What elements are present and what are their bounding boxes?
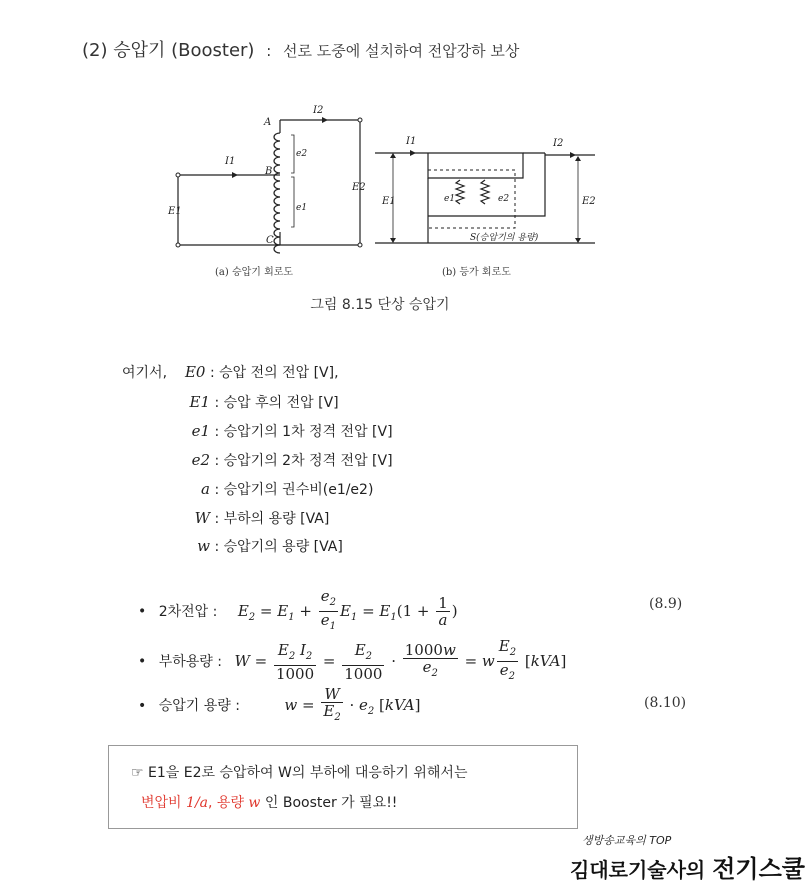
logo-name: 김대로기술사의 <box>570 858 706 882</box>
label-e1-a: e1 <box>296 203 308 213</box>
def-text: : 승압 후의 전압 [V] <box>214 395 339 411</box>
def-symbol: E0 <box>184 363 206 381</box>
label-C: C <box>266 235 274 246</box>
label-e2-a: e2 <box>296 149 308 159</box>
label-I2-a: I2 <box>313 105 324 116</box>
note-capacity-label: , 용량 <box>208 795 244 811</box>
note-capacity-symbol: w <box>248 795 261 811</box>
label-I1-b: I1 <box>406 136 417 147</box>
equation-number: (8.10) <box>644 695 687 711</box>
note-suffix: 인 Booster 가 필요!! <box>264 795 398 811</box>
heading-title: 승압기 (Booster) <box>113 40 255 61</box>
definition-row <box>122 362 339 382</box>
logo-tagline: 생방송교육의 TOP <box>582 834 672 847</box>
label-e1-b: e1 <box>444 194 456 204</box>
definition-row <box>170 421 393 441</box>
label-e2-b: e2 <box>498 194 510 204</box>
bullet-icon: • <box>138 603 147 620</box>
definition-row <box>170 479 373 499</box>
label-S: S(승압기의 용량) <box>470 233 539 243</box>
heading-description: 선로 도중에 설치하여 전압강하 보상 <box>282 42 520 60</box>
label-B: B <box>265 166 273 177</box>
circuit-a-terminals <box>176 118 362 247</box>
logo-brand: 전기스쿨 <box>712 855 805 883</box>
note-line-1: ☞ E1을 E2로 승압하여 W의 부하에 대응하기 위해서는 <box>131 765 468 781</box>
label-E2-a: E2 <box>352 182 366 193</box>
page-heading <box>82 36 519 62</box>
note-line-2 <box>141 792 397 812</box>
def-symbol: w <box>197 537 210 555</box>
note-box <box>108 745 578 829</box>
heading-colon: : <box>266 42 272 60</box>
bullet-icon: • <box>138 653 147 670</box>
def-symbol: e1 <box>191 422 210 440</box>
definition-row <box>170 392 339 412</box>
def-text: : 승압 전의 전압 [V], <box>209 365 339 381</box>
figure-caption: 그림 8.15 단상 승압기 <box>310 297 450 313</box>
def-text: : 승압기의 용량 [VA] <box>214 539 343 555</box>
formula-expression: w = $\frac{W}{E_2}$ · $e_2$ [kVA] <box>284 685 421 723</box>
formula-secondary-voltage <box>138 588 458 635</box>
caption-b: (b) 등가 회로도 <box>442 267 511 278</box>
def-text: : 부하의 용량 [VA] <box>214 511 330 527</box>
bullet-icon: • <box>138 698 147 714</box>
note-ratio-prefix: 변압비 <box>141 795 182 811</box>
formula-label: 부하용량 : <box>158 653 222 670</box>
def-symbol: W <box>194 509 210 527</box>
note-ratio-value: 1/a <box>186 795 209 811</box>
booster-circuit-figure <box>160 100 620 285</box>
def-text: : 승압기의 1차 정격 전압 [V] <box>214 424 393 440</box>
definition-row <box>170 450 393 470</box>
definition-row <box>170 508 329 528</box>
def-symbol: E1 <box>189 393 210 411</box>
equivalent-circuit-diagram <box>375 153 595 243</box>
formula-expression: $E_2 = E_1$ + $\frac{e_2}{e_1}$ $E_1 = E_1(1$ + $\frac{1}{a}$ ) <box>237 587 458 632</box>
def-symbol: a <box>201 480 210 498</box>
formula-label: 승압기 용량 : <box>158 698 240 714</box>
logo <box>570 849 805 884</box>
definitions-intro: 여기서, <box>122 365 168 381</box>
formula-booster-capacity <box>138 686 421 726</box>
def-symbol: e2 <box>191 451 210 469</box>
caption-a: (a) 승압기 회로도 <box>215 267 294 278</box>
label-E1-a: E1 <box>168 206 182 217</box>
booster-circuit-diagram <box>178 120 360 253</box>
def-text: : 승압기의 권수비(e1/e2) <box>214 482 374 498</box>
label-I1-a: I1 <box>225 156 236 167</box>
equation-number: (8.9) <box>649 596 683 612</box>
formula-label: 2차전압 : <box>158 603 218 620</box>
definition-row <box>170 536 343 556</box>
label-E2-b: E2 <box>582 196 596 207</box>
def-text: : 승압기의 2차 정격 전압 [V] <box>214 453 393 469</box>
label-A: A <box>264 117 272 128</box>
formula-expression: W = $\frac{E_2 I_2}{1000}$ = $\frac{E_2}{1000}$ · $\frac{1000w}{e_2}$ = w $\frac{E_2}{e_2}$ [kVA] <box>234 637 567 683</box>
label-I2-b: I2 <box>553 138 564 149</box>
formula-load-capacity <box>138 638 566 685</box>
label-E1-b: E1 <box>382 196 396 207</box>
heading-number: (2) <box>82 40 108 61</box>
